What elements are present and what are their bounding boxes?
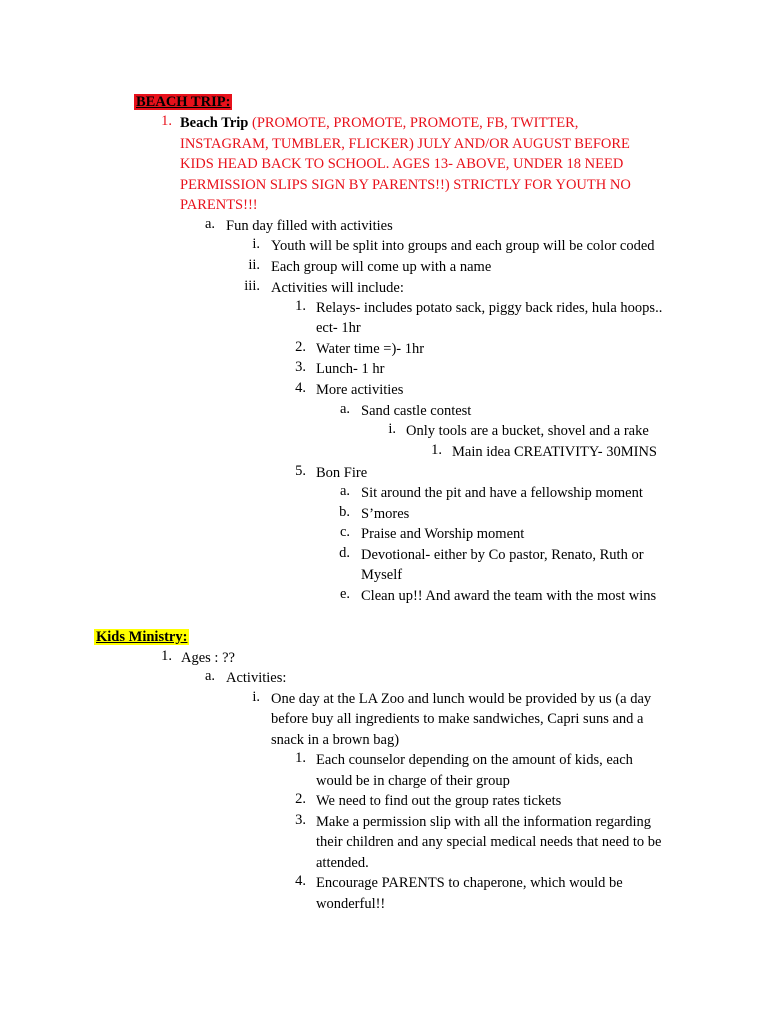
activity-5d-text-1: Devotional- either by Co pastor, Renato, Ruth or (361, 547, 644, 563)
activity-4ai1-number: 1. (431, 442, 442, 458)
kids-i-text-3: snack in a brown bag) (271, 732, 400, 748)
beach-a-text: Fun day filled with activities (226, 218, 393, 234)
kids-step-1-text-2: would be in charge of their group (316, 773, 510, 789)
activity-5d-text-2: Myself (361, 567, 403, 583)
beach-ii-text: Each group will come up with a name (271, 259, 492, 275)
kids-step-1-text-1: Each counselor depending on the amount of kids, each (316, 752, 633, 768)
activity-5b-text: S’mores (361, 506, 410, 522)
activity-5d-number: d. (339, 545, 350, 561)
kids-step-2-text: We need to find out the group rates tickets (316, 793, 562, 809)
activity-4ai1-text: Main idea CREATIVITY- 30MINS (452, 444, 657, 460)
activity-4a-text: Sand castle contest (361, 403, 472, 419)
activity-4ai-number: i. (388, 421, 396, 437)
activity-4ai-text: Only tools are a bucket, shovel and a rake (406, 423, 649, 439)
kids-step-3-text-1: Make a permission slip with all the information regarding (316, 814, 652, 830)
beach-i-number: i. (252, 236, 260, 252)
activity-4a-number: a. (339, 401, 350, 417)
beach-a-number: a. (204, 216, 215, 232)
activity-5-text: Bon Fire (316, 465, 368, 481)
activity-5c-text: Praise and Worship moment (361, 526, 525, 542)
kids-step-2-number: 2. (295, 791, 306, 807)
beach-item-1-red-1: (PROMOTE, PROMOTE, PROMOTE, FB, TWITTER, (251, 115, 579, 131)
activity-3-number: 3. (295, 359, 306, 375)
activity-5e-text: Clean up!! And award the team with the most wins (361, 588, 657, 604)
activity-2-text: Water time =)- 1hr (316, 341, 425, 357)
beach-ii-number: ii. (248, 257, 260, 273)
kids-ministry-heading: Kids Ministry: (96, 629, 188, 645)
activity-4-number: 4. (295, 380, 306, 396)
activity-2-number: 2. (295, 339, 306, 355)
activity-1-text-1: Relays- includes potato sack, piggy back rides, hula hoops.. (316, 300, 663, 316)
activity-1-text-2: ect- 1hr (316, 320, 361, 336)
kids-a-text: Activities: (226, 670, 287, 686)
beach-trip-heading: BEACH TRIP: (136, 94, 231, 110)
kids-step-4-text-2: wonderful!! (316, 896, 386, 912)
beach-item-1-red-3: KIDS HEAD BACK TO SCHOOL. AGES 13- ABOVE, UNDER 18 NEED (180, 156, 624, 172)
activity-5e-number: e. (339, 586, 350, 602)
kids-step-3-text-2: their children and any special medical needs that need to be (316, 834, 662, 850)
beach-i-text: Youth will be split into groups and each group will be color coded (271, 238, 655, 254)
beach-iii-number: iii. (244, 278, 260, 294)
kids-step-1-number: 1. (295, 750, 306, 766)
activity-5a-number: a. (339, 483, 350, 499)
activity-3-text: Lunch- 1 hr (316, 361, 385, 377)
beach-item-1-number: 1. (161, 113, 172, 129)
activity-5a-text: Sit around the pit and have a fellowship moment (361, 485, 643, 501)
kids-step-3-text-3: attended. (316, 855, 369, 871)
kids-step-4-number: 4. (295, 873, 306, 889)
kids-step-4-text-1: Encourage PARENTS to chaperone, which would be (316, 875, 623, 891)
beach-item-1-red-2: INSTAGRAM, TUMBLER, FLICKER) JULY AND/OR AUGUST BEFORE (180, 136, 630, 152)
beach-item-1-red-5: PARENTS!!! (180, 197, 258, 213)
kids-i-number: i. (252, 689, 260, 705)
kids-i-text-2: before buy all ingredients to make sandwiches, Capri suns and a (271, 711, 644, 727)
kids-a-number: a. (204, 668, 215, 684)
beach-item-1-red-4: PERMISSION SLIPS SIGN BY PARENTS!!) STRICTLY FOR YOUTH NO (180, 177, 631, 193)
kids-item-1-number: 1. (161, 648, 172, 664)
beach-iii-text: Activities will include: (271, 280, 404, 296)
beach-item-1-title: Beach Trip (180, 115, 249, 131)
kids-i-text-1: One day at the LA Zoo and lunch would be provided by us (a day (271, 691, 652, 707)
activity-4-text: More activities (316, 382, 404, 398)
kids-step-3-number: 3. (295, 812, 306, 828)
activity-1-number: 1. (295, 298, 306, 314)
beach-item-1-line-1 (180, 113, 578, 133)
kids-item-1-text: Ages : ?? (181, 650, 235, 666)
activity-5b-number: b. (339, 504, 350, 520)
activity-5c-number: c. (339, 524, 350, 540)
activity-5-number: 5. (295, 463, 306, 479)
